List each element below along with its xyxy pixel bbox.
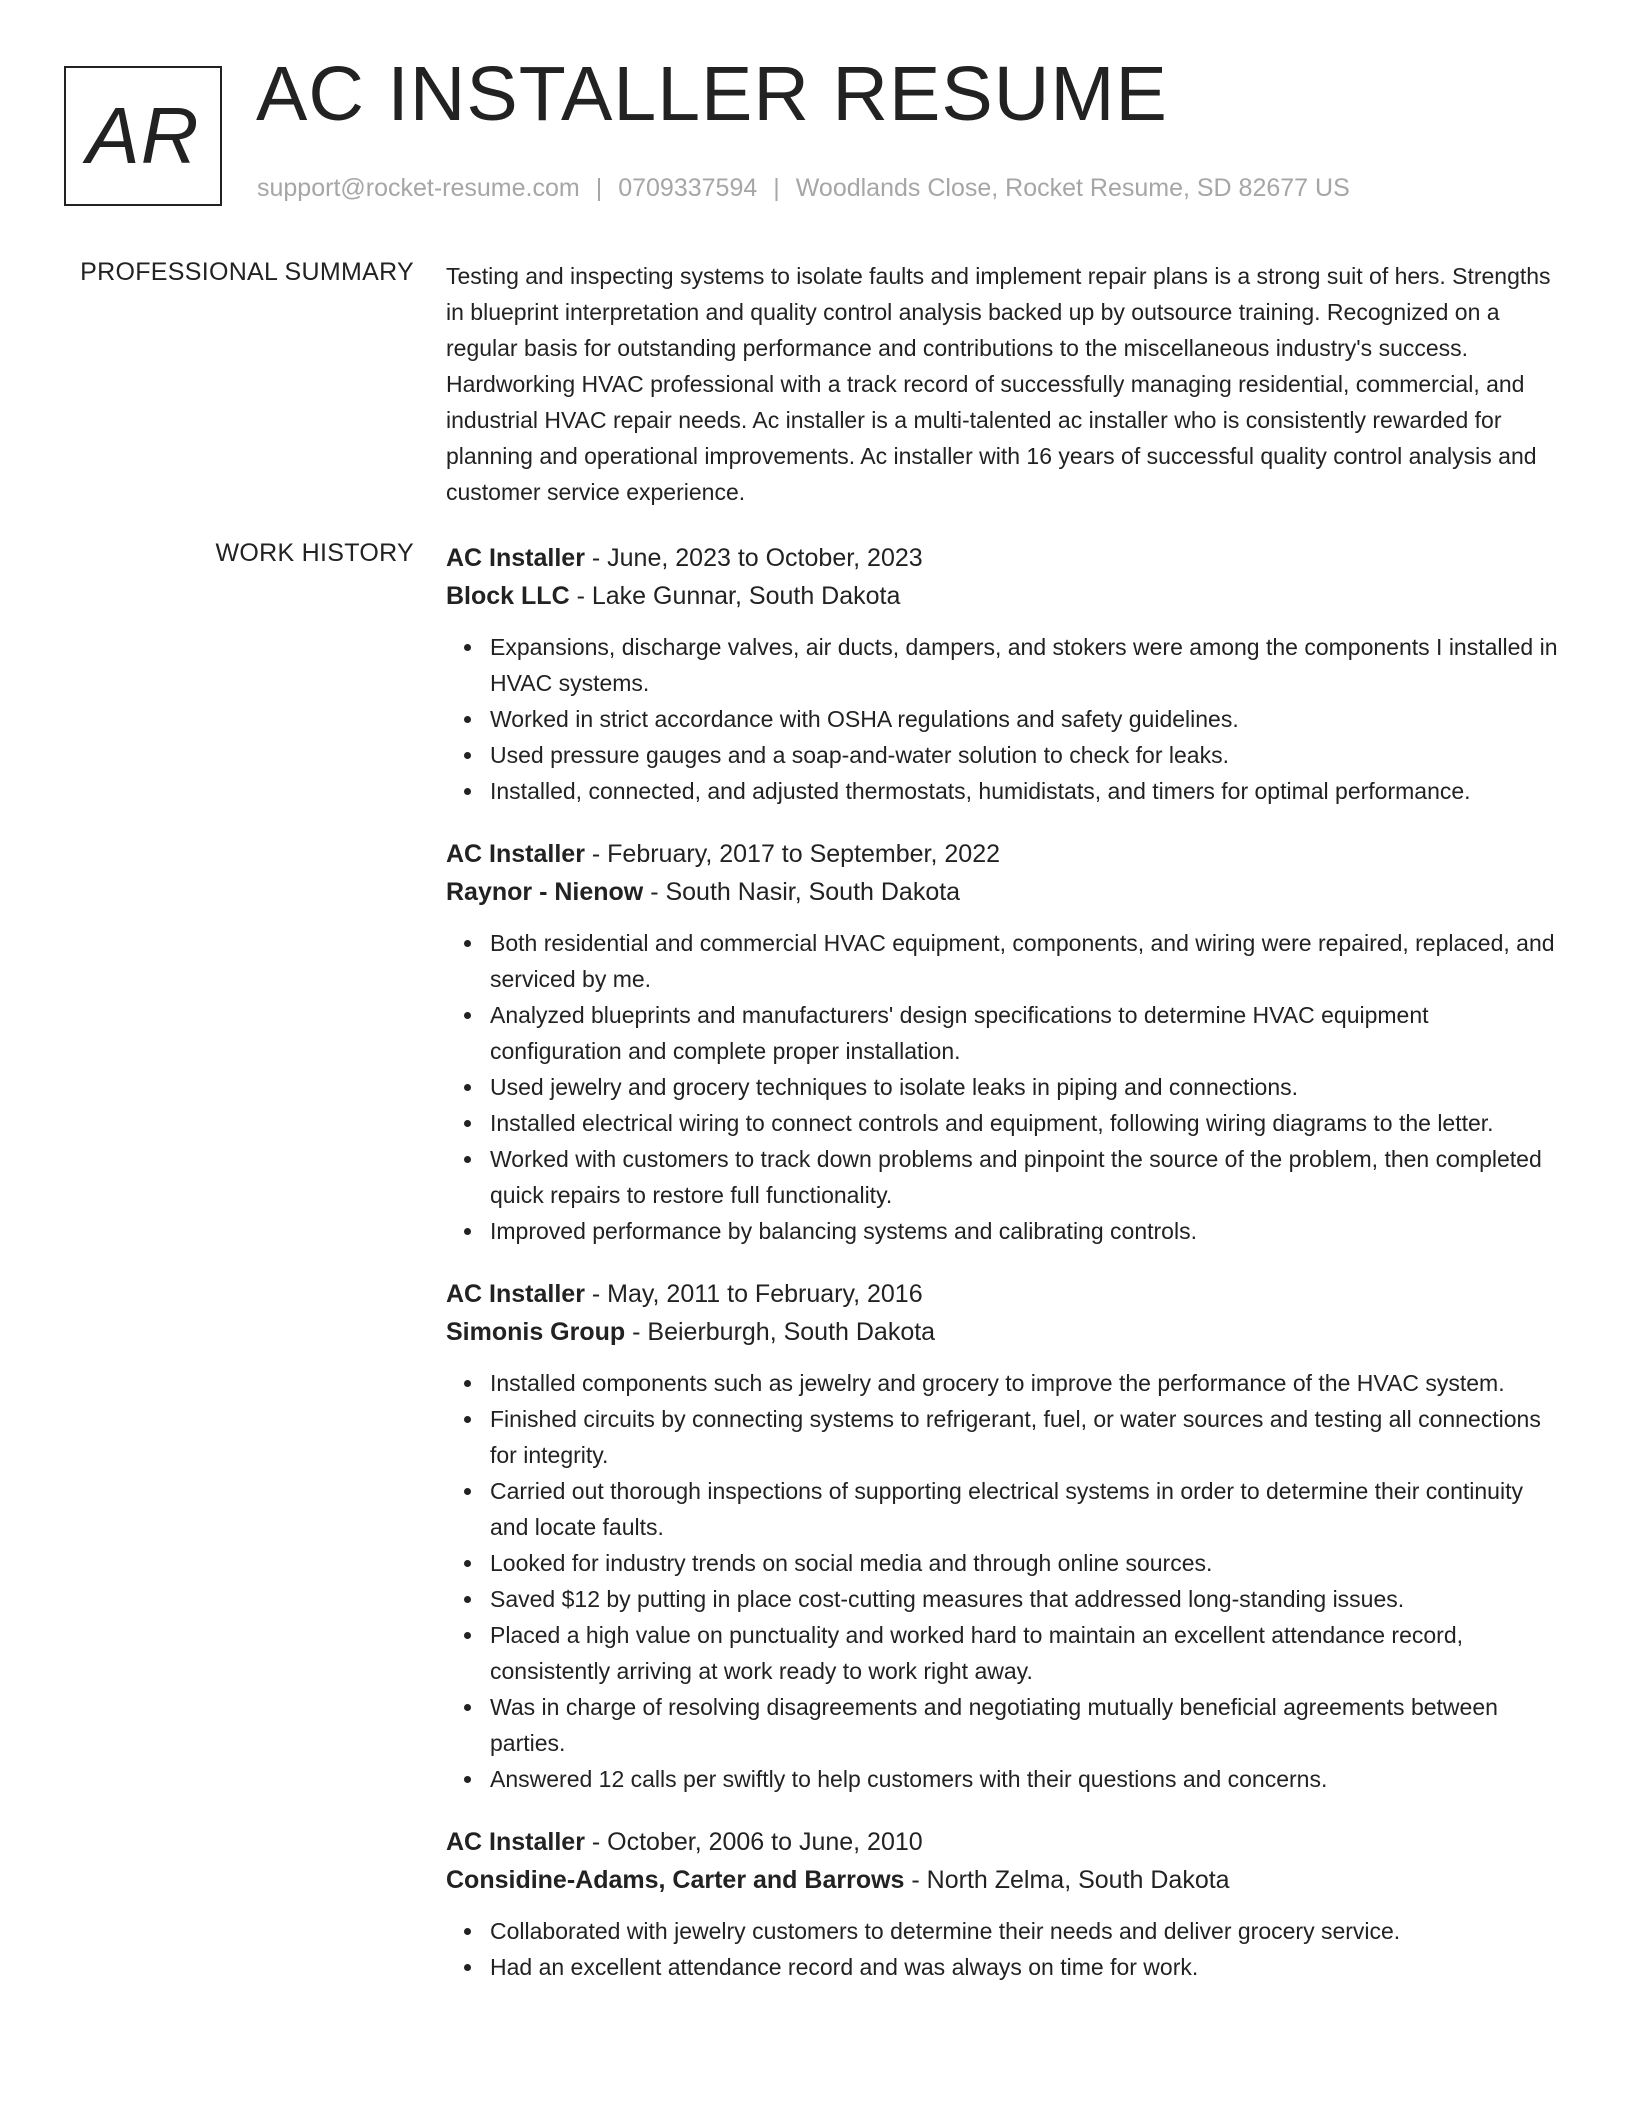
job-title-line [446, 1275, 1564, 1313]
contact-separator: | [773, 174, 780, 202]
job-title: AC Installer [446, 544, 585, 572]
duty-item: Saved $12 by putting in place cost-cutting measures that addressed long-standing issues. [490, 1581, 1564, 1617]
job-company-line [446, 1861, 1564, 1899]
summary-text: Testing and inspecting systems to isolate faults and implement repair plans is a strong suit of hers. Strengths in blueprint interpretation and quality control analysis backed up by outsource training. Recognized on a regular basis for outstanding performance and contributions to the miscellaneous industry's success. Hardworking HVAC professional with a track record of successfully managing residential, commercial, and industrial HVAC repair needs. Ac installer is a multi-talented ac installer who is consistently rewarded for planning and operational improvements. Ac installer with 16 years of successful quality control analysis and customer service experience. [446, 263, 1551, 505]
job-title: AC Installer [446, 1828, 585, 1856]
job-duties-list [446, 925, 1564, 1249]
job-dates: - October, 2006 to June, 2010 [584, 1828, 923, 1856]
job-title-line [446, 1823, 1564, 1861]
job-entry [446, 1275, 1564, 1797]
summary-body [446, 258, 1564, 510]
resume-title: AC INSTALLER RESUME [256, 51, 1168, 137]
duty-item: Was in charge of resolving disagreements and negotiating mutually beneficial agreements between parties. [490, 1689, 1564, 1761]
job-dates: - May, 2011 to February, 2016 [584, 1280, 923, 1308]
contact-email: support@rocket-resume.com [257, 174, 580, 202]
duty-item: Both residential and commercial HVAC equipment, components, and wiring were repaired, replaced, and serviced by me. [490, 925, 1564, 997]
job-entry [446, 539, 1564, 809]
job-company: Considine-Adams, Carter and Barrows [446, 1866, 905, 1894]
duty-item: Used jewelry and grocery techniques to isolate leaks in piping and connections. [490, 1069, 1564, 1105]
job-entry [446, 1823, 1564, 1985]
duty-item: Collaborated with jewelry customers to determine their needs and deliver grocery service. [490, 1913, 1564, 1949]
work-history-body [446, 539, 1564, 2011]
job-duties-list [446, 629, 1564, 809]
duty-item: Installed components such as jewelry and grocery to improve the performance of the HVAC system. [490, 1365, 1564, 1401]
job-location: - North Zelma, South Dakota [904, 1866, 1230, 1894]
monogram-initials: AR [86, 91, 200, 180]
job-entry [446, 835, 1564, 1249]
duty-item: Placed a high value on punctuality and worked hard to maintain an excellent attendance record, consistently arriving at work ready to work right away. [490, 1617, 1564, 1689]
duty-item: Looked for industry trends on social media and through online sources. [490, 1545, 1564, 1581]
contact-separator: | [595, 174, 603, 202]
job-location: - South Nasir, South Dakota [643, 878, 961, 906]
job-title-line [446, 835, 1564, 873]
job-company: Simonis Group [446, 1318, 626, 1346]
job-company-line [446, 873, 1564, 911]
job-duties-list [446, 1913, 1564, 1985]
duty-item: Had an excellent attendance record and was always on time for work. [490, 1949, 1564, 1985]
section-label-work-history: WORK HISTORY [215, 539, 414, 567]
duty-item: Worked with customers to track down problems and pinpoint the source of the problem, then completed quick repairs to restore full functionality. [490, 1141, 1564, 1213]
contact-line [257, 174, 1350, 203]
job-location: - Beierburgh, South Dakota [625, 1318, 936, 1346]
duty-item: Used pressure gauges and a soap-and-water solution to check for leaks. [490, 737, 1564, 773]
duty-item: Analyzed blueprints and manufacturers' design specifications to determine HVAC equipment configuration and complete proper installation. [490, 997, 1564, 1069]
contact-phone: 0709337594 [618, 174, 758, 202]
duty-item: Installed, connected, and adjusted thermostats, humidistats, and timers for optimal performance. [490, 773, 1564, 809]
duty-item: Improved performance by balancing systems and calibrating controls. [490, 1213, 1564, 1249]
job-company-line [446, 577, 1564, 615]
job-company: Block LLC [446, 582, 570, 610]
job-company: Raynor - Nienow [446, 878, 644, 906]
monogram-box [64, 66, 222, 206]
duty-item: Worked in strict accordance with OSHA regulations and safety guidelines. [490, 701, 1564, 737]
section-label-summary: PROFESSIONAL SUMMARY [80, 258, 414, 286]
duty-item: Answered 12 calls per swiftly to help customers with their questions and concerns. [490, 1761, 1564, 1797]
duty-item: Carried out thorough inspections of supporting electrical systems in order to determine their continuity and locate faults. [490, 1473, 1564, 1545]
job-location: - Lake Gunnar, South Dakota [569, 582, 901, 610]
job-title: AC Installer [446, 840, 585, 868]
duty-item: Installed electrical wiring to connect controls and equipment, following wiring diagrams to the letter. [490, 1105, 1564, 1141]
job-title-line [446, 539, 1564, 577]
contact-address: Woodlands Close, Rocket Resume, SD 82677 US [795, 174, 1350, 202]
duty-item: Finished circuits by connecting systems to refrigerant, fuel, or water sources and testing all connections for integrity. [490, 1401, 1564, 1473]
job-title: AC Installer [446, 1280, 585, 1308]
job-duties-list [446, 1365, 1564, 1797]
job-dates: - June, 2023 to October, 2023 [584, 544, 923, 572]
job-company-line [446, 1313, 1564, 1351]
duty-item: Expansions, discharge valves, air ducts, dampers, and stokers were among the components I installed in HVAC systems. [490, 629, 1564, 701]
job-dates: - February, 2017 to September, 2022 [584, 840, 1001, 868]
